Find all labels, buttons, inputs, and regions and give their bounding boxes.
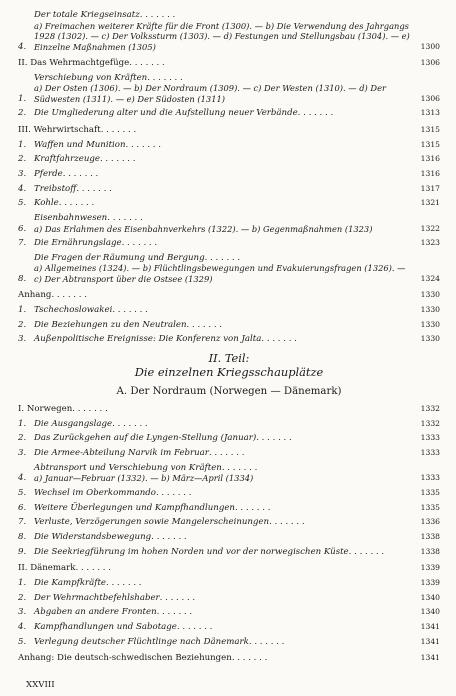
toc-entry-number: 7.	[18, 517, 27, 528]
toc-entry-title-block	[34, 238, 412, 249]
leader-dots: . . . . . . .	[51, 290, 87, 301]
toc-entry-number: 5.	[18, 487, 27, 498]
toc-entry-number: 2.	[18, 108, 27, 119]
leader-dots: . . . . . . .	[248, 636, 285, 647]
toc-entry-title: Kraftfahrzeuge	[34, 154, 100, 165]
toc-entry-row	[18, 10, 440, 52]
toc-entry-title-block	[34, 578, 412, 589]
toc-page-number: 1323	[420, 238, 440, 248]
toc-page-number: 1335	[420, 502, 440, 512]
toc-page-number: 1341	[420, 621, 440, 631]
leader-dots: . . . . . . .	[155, 487, 192, 498]
toc-entry-number: 9.	[18, 546, 27, 557]
toc-section-row	[18, 653, 440, 664]
toc-entry-subtitle: a) Freimachen weiterer Kräfte für die Front (1300). — b) Die Verwendung des Jahrgangs 1928 (1302). — c) Der Volkssturm (1303). — d) Festungen und Stellungsbau (1304). — e) Einzelne Maßnahmen (1305)	[34, 20, 410, 52]
toc-entry-number: 6.	[18, 223, 27, 234]
leader-dots: . . . . . . .	[112, 418, 148, 429]
leader-dots: . . . . . . .	[151, 531, 187, 542]
toc-entry-title-block	[18, 404, 412, 415]
toc-entry-title-block	[18, 58, 412, 69]
toc-entry-title-block	[34, 184, 412, 195]
toc-page-number: 1332	[420, 403, 440, 413]
toc-entry-row	[18, 73, 440, 105]
toc-entry-title: Anhang: Die deutsch-schwedischen Beziehungen	[18, 653, 232, 664]
toc-page-number: 1313	[420, 108, 440, 118]
toc-entry-number: 3.	[18, 607, 27, 618]
toc-entry-title: Das Zurückgehen auf die Lyngen-Stellung (Januar)	[34, 433, 257, 444]
leader-dots: . . . . . . .	[221, 462, 258, 473]
toc-entry-title-block	[34, 140, 412, 151]
toc-entry-row	[18, 184, 440, 195]
toc-entry-number: 1.	[18, 418, 27, 429]
toc-entry-title: Verlegung deutscher Flüchtlinge nach Dänemark	[34, 636, 249, 647]
toc-entry-title: Die Fragen der Räumung und Bergung	[34, 252, 205, 263]
toc-entry-title: Abtransport und Verschiebung von Kräften	[34, 462, 222, 473]
toc-page-number: 1306	[420, 93, 440, 103]
region-heading: A. Der Nordraum (Norwegen — Dänemark)	[116, 385, 342, 397]
toc-page-number: 1322	[420, 223, 440, 233]
leader-dots: . . . . . . .	[159, 592, 196, 603]
table-of-contents	[18, 10, 440, 668]
toc-entry-number: 4.	[18, 41, 27, 52]
leader-dots: . . . . . . .	[62, 168, 99, 179]
toc-entry-title-block	[34, 463, 412, 484]
toc-entry-row	[18, 637, 440, 648]
leader-dots: . . . . . . .	[99, 154, 136, 165]
toc-entry-title-block	[34, 433, 412, 444]
toc-entry-title-block	[34, 593, 412, 604]
leader-dots: . . . . . . .	[75, 563, 111, 574]
toc-page-number: 1300	[420, 41, 440, 51]
toc-page-number: 1324	[420, 273, 440, 283]
toc-page-number: 1341	[420, 653, 440, 663]
toc-entry-number: 1.	[18, 305, 27, 316]
leader-dots: . . . . . . .	[256, 433, 292, 444]
toc-entry-title-block	[34, 488, 412, 499]
toc-page-number: 1316	[420, 154, 440, 164]
toc-entry-number: 1.	[18, 139, 27, 150]
toc-entry-title-block	[34, 622, 412, 633]
toc-entry-title: Verschiebung von Kräften	[34, 72, 148, 83]
toc-entry-title: Die Kampfkräfte	[34, 577, 106, 588]
toc-entry-title: I. Norwegen	[18, 403, 73, 414]
toc-page-number: 1335	[420, 487, 440, 497]
toc-entry-title-block	[18, 125, 412, 136]
toc-entry-title: Wechsel im Oberkommando	[34, 487, 156, 498]
leader-dots: . . . . . . .	[107, 213, 143, 223]
toc-entry-title: Anhang	[18, 290, 52, 301]
toc-entry-number: 4.	[18, 621, 27, 632]
toc-entry-number: 8.	[18, 531, 27, 542]
toc-entry-title-block	[34, 419, 412, 430]
toc-entry-title: Verluste, Verzögerungen sowie Mangelerscheinungen	[34, 517, 270, 528]
toc-page-number: 1340	[420, 592, 440, 602]
leader-dots: . . . . . . .	[147, 72, 183, 83]
toc-entry-subtitle: a) Januar—Februar (1332). — b) März—April (1334)	[34, 473, 254, 484]
toc-entry-row	[18, 503, 440, 514]
toc-page-number: 1330	[420, 290, 440, 300]
toc-page-number: 1330	[420, 334, 440, 344]
toc-entry-title-block	[34, 334, 412, 345]
leader-dots: . . . . . . .	[348, 546, 385, 557]
part-heading-line1: II. Teil:	[208, 350, 250, 365]
leader-dots: . . . . . . .	[112, 305, 148, 316]
toc-entry-title: Die Beziehungen zu den Neutralen	[34, 319, 187, 330]
toc-bottom-list	[18, 404, 440, 664]
toc-entry-number: 2.	[18, 319, 27, 330]
toc-entry-title: Die Widerstandsbewegung	[34, 531, 152, 542]
toc-page-number: 1330	[420, 319, 440, 329]
leader-dots: . . . . . . .	[106, 577, 142, 588]
toc-entry-title-block	[34, 607, 412, 618]
leader-dots: . . . . . . .	[269, 517, 305, 528]
toc-top-list	[18, 10, 440, 345]
toc-entry-title-block	[34, 448, 412, 459]
toc-entry-number: 6.	[18, 502, 27, 513]
toc-entry-title-block	[34, 10, 412, 52]
toc-entry-title: Tschechoslowakei	[34, 305, 113, 316]
toc-entry-title: Waffen und Munition	[34, 139, 126, 150]
toc-entry-row	[18, 448, 440, 459]
toc-entry-row	[18, 419, 440, 430]
toc-entry-subtitle: a) Der Osten (1306). — b) Der Nordraum (1309). — c) Der Westen (1310). — d) Der Südwesten (1311). — e) Der Südosten (1311)	[34, 83, 386, 104]
leader-dots: . . . . . . .	[176, 621, 213, 632]
toc-entry-number: 2.	[18, 433, 27, 444]
toc-entry-title: Die Ernährungslage	[34, 238, 122, 249]
part-heading-line2: Die einzelnen Kriegsschauplätze	[134, 364, 324, 379]
toc-entry-title: Der totale Kriegseinsatz	[34, 10, 140, 20]
toc-entry-row	[18, 108, 440, 119]
leader-dots: . . . . . . .	[204, 252, 241, 263]
toc-entry-subtitle: a) Das Erlahmen des Eisenbahnverkehrs (1322). — b) Gegenmaßnahmen (1323)	[34, 223, 373, 234]
toc-entry-title: Pferde	[34, 168, 63, 179]
toc-page-number: 1333	[420, 473, 440, 483]
toc-entry-number: 1.	[18, 93, 27, 104]
leader-dots: . . . . . . .	[100, 124, 137, 135]
toc-entry-number: 5.	[18, 636, 27, 647]
toc-entry-title: Treibstoff	[34, 183, 77, 194]
toc-section-row	[18, 125, 440, 136]
toc-entry-title: Die Umgliederung alter und die Aufstellung neuer Verbände	[34, 108, 298, 119]
toc-entry-row	[18, 238, 440, 249]
toc-entry-title-block	[34, 517, 412, 528]
toc-entry-number: 4.	[18, 473, 27, 484]
toc-entry-row	[18, 517, 440, 528]
toc-entry-row	[18, 433, 440, 444]
leader-dots: . . . . . . .	[129, 58, 165, 68]
toc-entry-number: 8.	[18, 273, 27, 284]
toc-entry-row	[18, 488, 440, 499]
toc-page-number: 1315	[420, 139, 440, 149]
toc-entry-number: 2.	[18, 154, 27, 165]
toc-entry-title-block	[34, 198, 412, 209]
toc-entry-title: Abgaben an andere Fronten	[34, 607, 157, 618]
toc-page-number: 1341	[420, 636, 440, 646]
toc-entry-row	[18, 607, 440, 618]
toc-entry-title: Außenpolitische Ereignisse: Die Konferenz von Jalta	[34, 334, 262, 345]
toc-entry-number: 1.	[18, 577, 27, 588]
toc-entry-title: Die Ausgangslage	[34, 418, 113, 429]
toc-entry-row	[18, 622, 440, 633]
leader-dots: . . . . . . .	[186, 319, 223, 330]
toc-section-row	[18, 290, 440, 301]
toc-entry-number: 4.	[18, 183, 27, 194]
toc-entry-title: Kohle	[34, 198, 59, 209]
toc-entry-row	[18, 305, 440, 316]
toc-entry-row	[18, 593, 440, 604]
toc-entry-title: Kampfhandlungen und Sabotage	[34, 621, 177, 632]
toc-entry-row	[18, 578, 440, 589]
toc-page-number: 1330	[420, 305, 440, 315]
toc-entry-row	[18, 169, 440, 180]
toc-section-row	[18, 58, 440, 69]
toc-entry-row	[18, 463, 440, 484]
toc-entry-title-block	[34, 253, 412, 285]
toc-section-row	[18, 563, 440, 574]
toc-entry-title-block	[34, 169, 412, 180]
toc-entry-title: III. Wehrwirtschaft	[18, 124, 101, 135]
toc-page-number: 1333	[420, 433, 440, 443]
page-folio: XXVIII	[26, 680, 55, 690]
toc-entry-title-block	[34, 320, 412, 331]
toc-entry-title-block	[18, 290, 412, 301]
toc-entry-title-block	[34, 213, 412, 234]
leader-dots: . . . . . . .	[125, 139, 161, 150]
toc-entry-row	[18, 198, 440, 209]
toc-page-number: 1315	[420, 124, 440, 134]
toc-entry-title-block	[34, 108, 412, 119]
toc-page-number: 1333	[420, 448, 440, 457]
toc-page-number: 1340	[420, 607, 440, 617]
toc-page-number: 1339	[420, 563, 440, 573]
toc-entry-row	[18, 547, 440, 558]
toc-entry-row	[18, 253, 440, 285]
toc-page-number: 1317	[420, 183, 440, 193]
toc-entry-title: Die Seekriegführung im hohen Norden und vor der norwegischen Küste	[34, 546, 349, 557]
toc-entry-number: 3.	[18, 334, 27, 345]
toc-page-number: 1336	[420, 517, 440, 527]
toc-entry-title-block	[34, 532, 412, 543]
toc-page-number: 1338	[420, 531, 440, 541]
toc-entry-number: 7.	[18, 238, 27, 249]
toc-page-number: 1306	[420, 58, 440, 67]
toc-page-number: 1316	[420, 168, 440, 178]
toc-entry-title: II. Das Wehrmachtgefüge	[18, 58, 130, 68]
toc-entry-title-block	[34, 503, 412, 514]
toc-entry-title-block	[18, 653, 412, 664]
toc-entry-subtitle: a) Allgemeines (1324). — b) Flüchtlingsbewegungen und Evakuierungsfragen (1326). — c) Der Abtransport über die Ostsee (1329)	[34, 263, 406, 284]
leader-dots: . . . . . . .	[297, 108, 334, 119]
toc-entry-row	[18, 140, 440, 151]
toc-page-number: 1338	[420, 546, 440, 556]
leader-dots: . . . . . . .	[76, 183, 112, 194]
leader-dots: . . . . . . .	[261, 334, 297, 345]
toc-page-number: 1339	[420, 577, 440, 587]
toc-entry-title-block	[34, 547, 412, 558]
toc-entry-title: Eisenbahnwesen	[34, 213, 108, 223]
toc-entry-title-block	[18, 563, 412, 574]
leader-dots: . . . . . . .	[231, 653, 268, 664]
leader-dots: . . . . . . .	[121, 238, 158, 249]
toc-entry-title: II. Dänemark	[18, 563, 76, 574]
toc-entry-number: 3.	[18, 168, 27, 179]
toc-entry-title: Der Wehrmachtbefehlshaber	[34, 592, 160, 603]
leader-dots: . . . . . . .	[72, 403, 108, 414]
toc-page-number: 1321	[420, 198, 440, 208]
toc-entry-row	[18, 213, 440, 234]
toc-entry-row	[18, 334, 440, 345]
toc-page-number: 1332	[420, 418, 440, 428]
toc-entry-number: 2.	[18, 592, 27, 603]
toc-entry-row	[18, 532, 440, 543]
toc-entry-title: Die Armee-Abteilung Narvik im Februar	[34, 448, 209, 458]
toc-entry-title-block	[34, 637, 412, 648]
toc-entry-number: 3.	[18, 448, 27, 458]
leader-dots: . . . . . . .	[156, 607, 193, 618]
toc-entry-title: Weitere Überlegungen und Kampfhandlungen	[34, 502, 235, 513]
toc-entry-title-block	[34, 305, 412, 316]
toc-section-row	[18, 404, 440, 415]
leader-dots: . . . . . . .	[58, 198, 95, 209]
toc-entry-title-block	[34, 154, 412, 165]
toc-entry-title-block	[34, 73, 412, 105]
toc-entry-number: 5.	[18, 198, 27, 209]
leader-dots: . . . . . . .	[234, 502, 271, 513]
toc-entry-row	[18, 154, 440, 165]
toc-entry-row	[18, 320, 440, 331]
leader-dots: . . . . . . .	[139, 10, 176, 20]
leader-dots: . . . . . . .	[208, 448, 245, 458]
